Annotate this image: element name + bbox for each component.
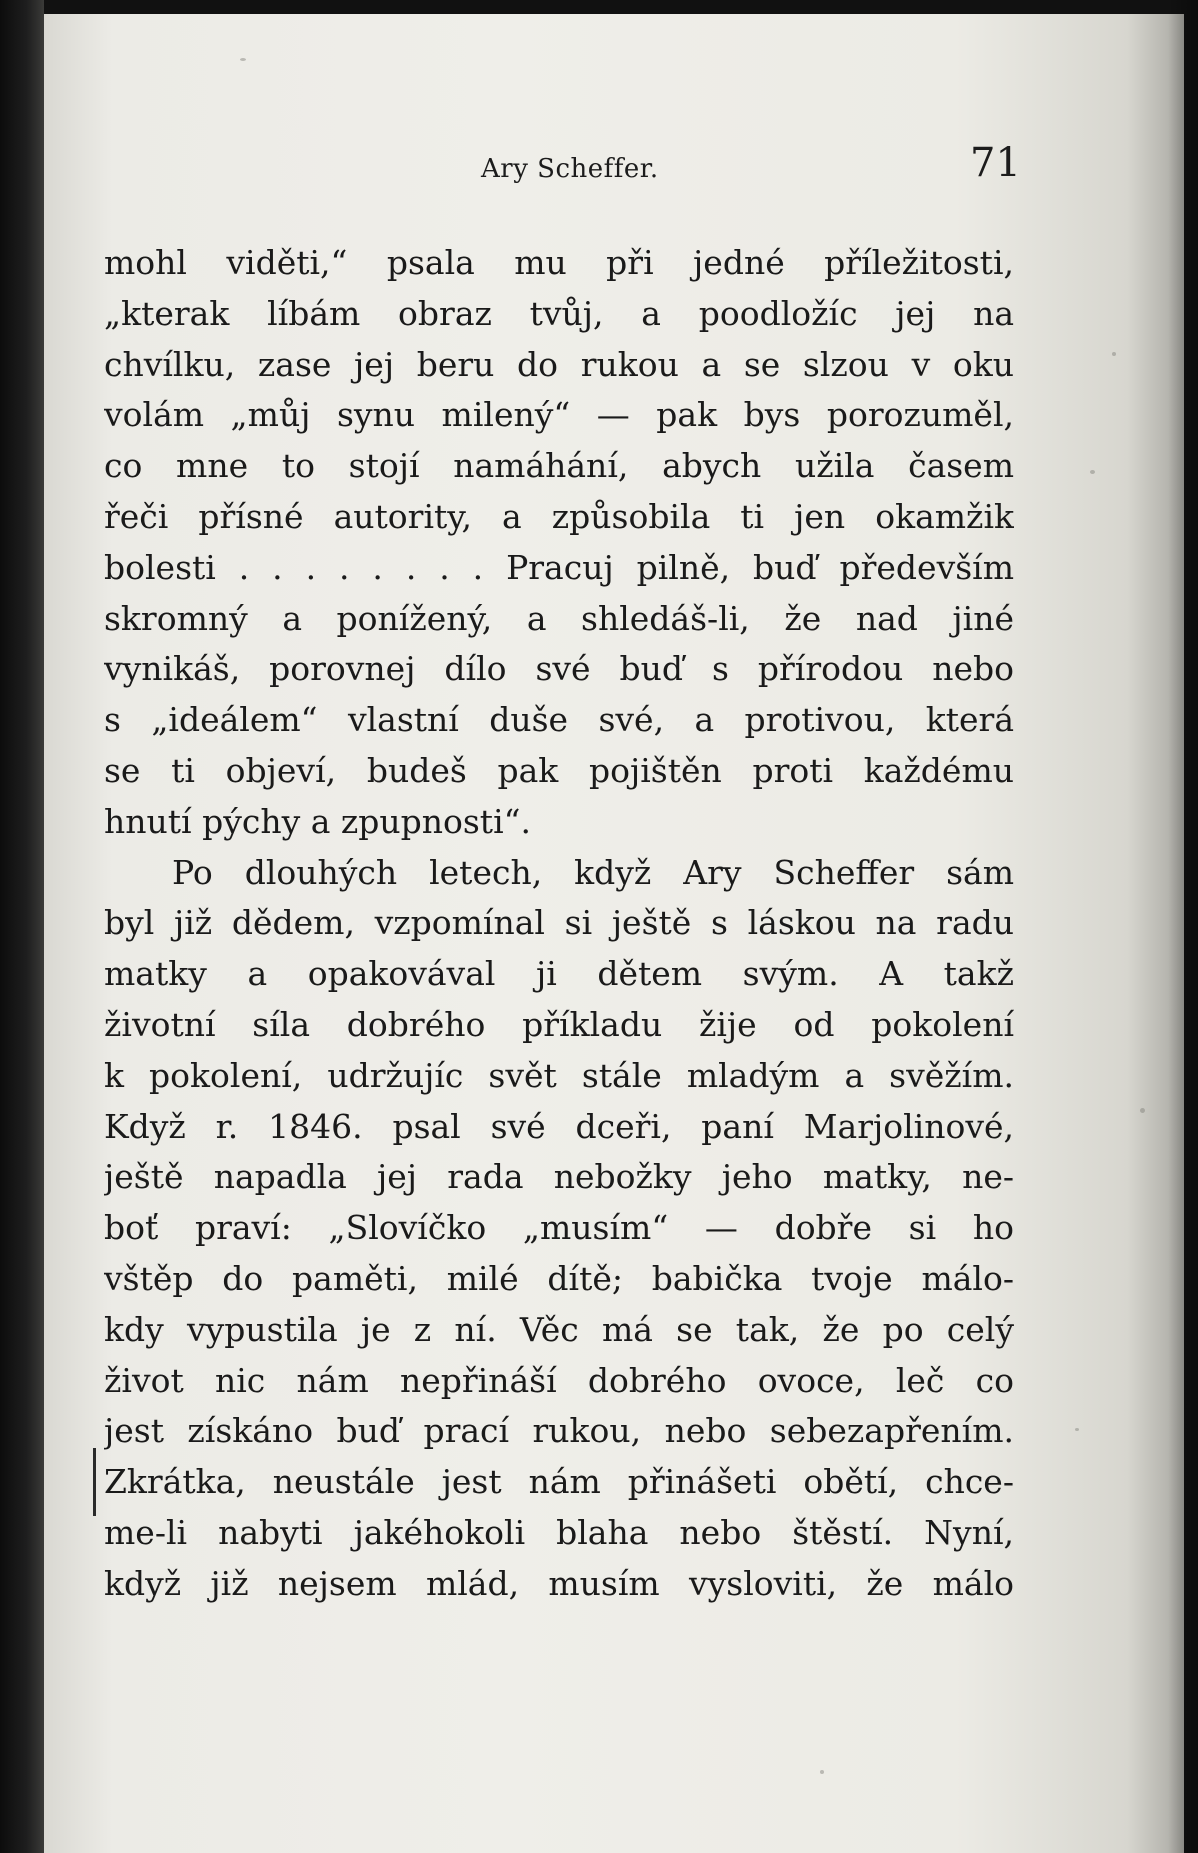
paper-speck — [1112, 352, 1116, 356]
page-number: 71 — [970, 140, 1021, 186]
text-line: život nic nám nepřináší dobrého ovoce, leč co — [104, 1360, 1014, 1400]
paper-speck — [1090, 470, 1095, 474]
text-line: vynikáš, porovnej dílo své buď s přírodou nebo — [104, 649, 1014, 689]
margin-pencil-mark — [93, 1448, 96, 1516]
text-line: k pokolení, udržujíc svět stále mladým a svěžím. — [104, 1055, 1014, 1095]
paper-speck — [1075, 1428, 1079, 1431]
paper-speck — [820, 1770, 824, 1774]
text-line: skromný a ponížený, a shledáš-li, že nad jiné — [104, 598, 1014, 638]
text-line: bolesti . . . . . . . . Pracuj pilně, buď především — [104, 547, 1014, 587]
text-line: me-li nabyti jakéhokoli blaha nebo štěstí. Nyní, — [104, 1512, 1014, 1552]
paper-speck — [240, 58, 246, 61]
text-line: Po dlouhých letech, když Ary Scheffer sám — [172, 852, 1014, 892]
paper-speck — [1140, 1108, 1145, 1113]
text-line: matky a opakovával ji dětem svým. A takž — [104, 954, 1014, 994]
text-line: volám „můj synu milený“ — pak bys porozuměl, — [104, 395, 1014, 435]
text-line: se ti objeví, budeš pak pojištěn proti každému — [104, 750, 1014, 790]
text-line: s „ideálem“ vlastní duše své, a protivou, která — [104, 700, 1014, 740]
page-header — [0, 140, 1198, 200]
text-line: jest získáno buď prací rukou, nebo sebezapřením. — [104, 1411, 1014, 1451]
running-title: Ary Scheffer. — [481, 154, 659, 184]
text-line: chvílku, zase jej beru do rukou a se slzou v oku — [104, 344, 1014, 384]
text-line: byl již dědem, vzpomínal si ještě s láskou na radu — [104, 903, 1014, 943]
text-line: boť praví: „Slovíčko „musím“ — dobře si ho — [104, 1208, 1014, 1248]
text-line: „kterak líbám obraz tvůj, a poodložíc jej na — [104, 293, 1014, 333]
text-line: řeči přísné autority, a způsobila ti jen okamžik — [104, 496, 1014, 536]
body-text — [104, 238, 1014, 1610]
text-line: když již nejsem mlád, musím vysloviti, že málo — [104, 1563, 1014, 1603]
page-edge-shadow — [1168, 0, 1198, 1853]
text-line: hnutí pýchy a zpupnosti“. — [104, 801, 531, 841]
text-line: vštěp do paměti, milé dítě; babička tvoje málo- — [104, 1258, 1014, 1298]
text-line: kdy vypustila je z ní. Věc má se tak, že po celý — [104, 1309, 1014, 1349]
text-line: životní síla dobrého příkladu žije od pokolení — [104, 1004, 1014, 1044]
text-line: mohl viděti,“ psala mu při jedné příležitosti, — [104, 243, 1014, 282]
book-binding-edge — [0, 0, 44, 1853]
text-line: Zkrátka, neustále jest nám přinášeti obětí, chce- — [104, 1462, 1014, 1502]
text-line: ještě napadla jej rada nebožky jeho matky, ne- — [104, 1157, 1014, 1197]
text-line: co mne to stojí namáhání, abych užila časem — [104, 446, 1014, 486]
text-line: Když r. 1846. psal své dceři, paní Marjolinové, — [104, 1106, 1014, 1146]
